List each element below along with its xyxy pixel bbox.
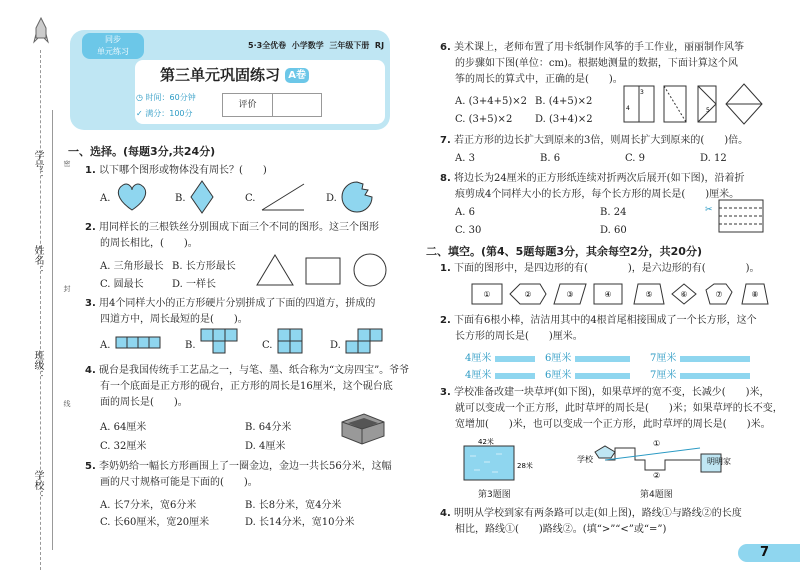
circle-shape [353,253,387,287]
name-label: 姓名： [32,245,43,275]
scissors-icon: ✂ [705,205,713,215]
series-info: 5·3全优卷 小学数学 三年级下册 RJ [248,41,385,50]
seal-mark-2: 封 [63,285,71,292]
question-4: 4. 砚台是我国传统手工艺品之一，与笔、墨、纸合称为“文房四宝”。爷爷 [85,365,410,376]
seal-mark-3: 线 [63,400,71,407]
square-arrangement-b [200,328,240,356]
name-line [52,110,53,550]
q8-option-a[interactable]: A. 6 [455,207,475,218]
q2-option-c[interactable]: C. 圆最长 [100,279,144,290]
question-6: 6. 美术课上，老师布置了用卡纸制作风筝的手工作业，丽丽制作风筝 [440,42,744,53]
lawn-width: 28米 [517,462,533,470]
time-info: ◷ 时间：60分钟 [136,93,196,102]
q1-option-b[interactable]: B. [175,193,186,204]
q1-option-a[interactable]: A. [100,193,111,204]
stick-3: 7厘米 [650,349,750,364]
square-arrangement-d [345,326,385,356]
fill-1: 1. 下面的图形中，是四边形的有( )，是六边形的有( )。 [440,263,760,274]
q3-option-c[interactable]: C. [262,340,273,351]
unit-badge: 同步 单元练习 [82,33,144,59]
figure-4-caption: 第4题图 [640,490,673,500]
question-2: 2. 用同样长的三根铁丝分别围成下面三个不同的图形。这三个图形 [85,222,379,233]
stick-2: 6厘米 [545,349,630,364]
score-info: ✓ 满分：100分 [136,109,193,118]
shape-label-5: ⑤ [645,290,653,299]
clock-icon: ◷ [136,93,146,102]
q1-option-d[interactable]: D. [326,193,337,204]
page-number: 7 [760,545,770,560]
q4-option-d[interactable]: D. 4厘米 [245,441,286,452]
angle-shape [260,182,306,212]
shape-label-7: ⑦ [715,290,723,299]
folded-paper-figure [703,198,767,234]
q8-option-b[interactable]: B. 24 [600,207,627,218]
bitten-circle-shape [340,180,374,214]
q7-option-b[interactable]: B. 6 [540,153,561,164]
q3-option-b[interactable]: B. [185,340,196,351]
class-label: 班级： [32,350,43,380]
q1-option-c[interactable]: C. [245,193,256,204]
lawn-figure [460,436,533,482]
fill-4: 4. 明明从学校到家有两条路可以走(如上图)，路线①与路线②的长度 [440,508,742,519]
check-icon: ✓ [136,109,146,118]
section-1-title: 一、选择。(每题3分,共24分) [68,145,216,158]
kite-dim-5: 5 [706,107,710,114]
question-3: 3. 用4个同样大小的正方形硬片分别拼成了下面的四道方，拼成的 [85,298,376,309]
q2-option-a[interactable]: A. 三角形最长 [100,261,164,272]
q5-option-d[interactable]: D. 长14分米，宽10分米 [245,517,355,528]
fill-2: 2. 下面有6根小棒，洁洁用其中的4根首尾相接围成了一个长方形，这个 [440,315,757,326]
rhombus-shape [190,180,214,214]
route-map-figure [575,434,745,484]
heart-shape [115,182,149,212]
school-label: 学校： [32,470,43,500]
question-5: 5. 李奶奶给一幅长方形画围上了一圈金边，金边一共长56分米，这幅 [85,461,392,472]
question-1: 1. 以下哪个图形或物体没有周长？( ) [85,165,267,176]
square-arrangement-c [277,328,305,356]
shape-label-2: ② [524,290,532,299]
figure-3-caption: 第3题图 [478,490,511,500]
question-7: 7. 若正方形的边长扩大到原来的3倍，则周长扩大到原来的( )倍。 [440,135,749,146]
q5-option-c[interactable]: C. 长60厘米，宽20厘米 [100,517,210,528]
rocket-icon [35,18,47,44]
evaluation-field[interactable] [273,94,321,116]
route-1-label: ① [653,439,661,448]
route-2-label: ② [653,471,661,480]
shape-label-4: ④ [604,290,612,299]
square-arrangement-a [115,336,163,350]
question-8: 8. 将边长为24厘米的正方形纸连续对折两次后展开(如下图)，沿着折 [440,173,745,184]
stick-4: 4厘米 [465,366,535,381]
title-badge: A卷 [285,68,309,83]
q6-option-a[interactable]: A. (3+4+5)×2 [455,96,527,107]
kite-dim-3: 3 [640,89,644,96]
q4-option-b[interactable]: B. 64分米 [245,422,292,433]
school-label-map: 学校 [577,455,593,464]
stick-5: 6厘米 [545,366,630,381]
q2-option-b[interactable]: B. 长方形最长 [172,261,236,272]
q4-option-c[interactable]: C. 32厘米 [100,441,147,452]
rectangle-shape [305,257,341,285]
shape-label-6: ⑥ [680,290,688,299]
q5-option-a[interactable]: A. 长7分米，宽6分米 [100,500,197,511]
student-id-label: 学号： [32,150,43,180]
q3-option-a[interactable]: A. [100,340,111,351]
stick-6: 7厘米 [650,366,750,381]
q6-option-b[interactable]: B. (4+5)×2 [535,96,593,107]
seal-mark-1: 密 [63,160,71,167]
stick-1: 4厘米 [465,349,535,364]
q2-option-d[interactable]: D. 一样长 [172,279,217,290]
fill-3: 3. 学校准备改建一块草坪(如下图)，如果草坪的宽不变，长减少( )米， [440,387,770,398]
q7-option-c[interactable]: C. 9 [625,153,646,164]
kite-dim-4: 4 [626,105,630,112]
q4-option-a[interactable]: A. 64厘米 [100,422,147,433]
inkstone-image [338,408,388,448]
shape-label-8: ⑧ [751,290,759,299]
q8-option-d[interactable]: D. 60 [600,225,627,236]
kite-steps-figure [622,82,772,126]
q6-option-d[interactable]: D. (3+4)×2 [535,114,593,125]
q5-option-b[interactable]: B. 长8分米，宽4分米 [245,500,342,511]
evaluation-box: 评价 [222,93,322,117]
home-label-map: 明明家 [707,457,731,466]
lawn-length: 42米 [478,438,494,446]
q8-option-c[interactable]: C. 30 [455,225,482,236]
shape-label-1: ① [483,290,491,299]
q7-option-d[interactable]: D. 12 [700,153,727,164]
q3-option-d[interactable]: D. [330,340,341,351]
triangle-shape [255,253,295,287]
q6-option-c[interactable]: C. (3+5)×2 [455,114,513,125]
section-2-title: 二、填空。(第4、5题每题3分，其余每空2分，共20分) [426,245,702,258]
shape-row [470,280,770,308]
shape-label-3: ③ [566,290,574,299]
q7-option-a[interactable]: A. 3 [455,153,475,164]
page-title: 第三单元巩固练习 A卷 [160,64,309,85]
